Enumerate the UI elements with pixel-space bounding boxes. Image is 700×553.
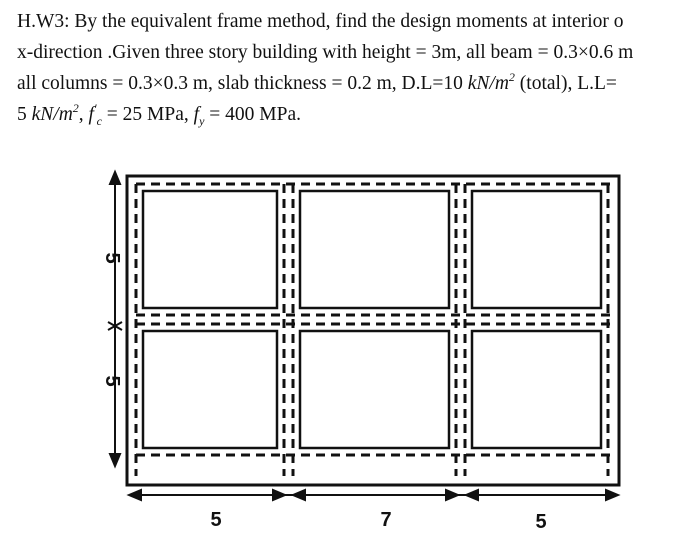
panel-3 <box>472 191 601 308</box>
fy-value: = 400 MPa. <box>204 104 301 125</box>
live-load-unit: $kN/m^2$ <box>31 101 79 125</box>
panel-2 <box>300 191 449 308</box>
fc-value: = 25 MPa, <box>101 104 194 125</box>
dim-x-arrow-3l <box>466 490 478 500</box>
dim-x-arrow-right <box>606 490 618 500</box>
dim-y-label-2: 5 <box>101 375 123 387</box>
panel-6 <box>472 331 601 448</box>
dim-y-label-1: 5 <box>101 252 123 264</box>
problem-line-3-tail: (total), L.L= <box>514 73 617 94</box>
dim-x-arrow-2l <box>293 490 305 500</box>
dim-x-label-1: 5 <box>210 509 222 531</box>
problem-line-1: H.W3: By the equivalent frame method, find the design moments at interior o <box>17 11 624 32</box>
panel-outlines <box>143 191 601 448</box>
dim-x-arrow-left <box>129 490 141 500</box>
panel-4 <box>143 331 277 448</box>
dead-load-unit: $kN/m^2$ <box>467 70 515 94</box>
fc-symbol: $f'_c$ <box>88 101 102 128</box>
dimension-y <box>108 172 122 466</box>
dim-y-arrow-top <box>110 172 120 184</box>
problem-line-4: 5 $kN/m^2$, $f'_c = 25$ MPa, $f_y = 400$ MPa. <box>17 101 301 128</box>
dim-x-label-3: 5 <box>535 511 547 533</box>
dimension-x <box>129 490 618 500</box>
fy-symbol: $f_y$ <box>193 104 205 128</box>
dim-x-arrow-2r <box>446 490 458 500</box>
panel-1 <box>143 191 277 308</box>
live-load-value: 5 <box>17 104 32 125</box>
dim-x-arrow-1r <box>273 490 285 500</box>
problem-line-2: x-direction .Given three story building with height = 3m, all beam = 0.3×0.6 m <box>17 42 634 63</box>
panel-5 <box>300 331 449 448</box>
dim-y-arrow-bottom <box>110 454 120 466</box>
problem-line-3-text: all columns = 0.3×0.3 m, slab thickness = 0.2 m, D.L=10 <box>17 73 468 94</box>
dim-x-label-2: 7 <box>380 509 392 531</box>
